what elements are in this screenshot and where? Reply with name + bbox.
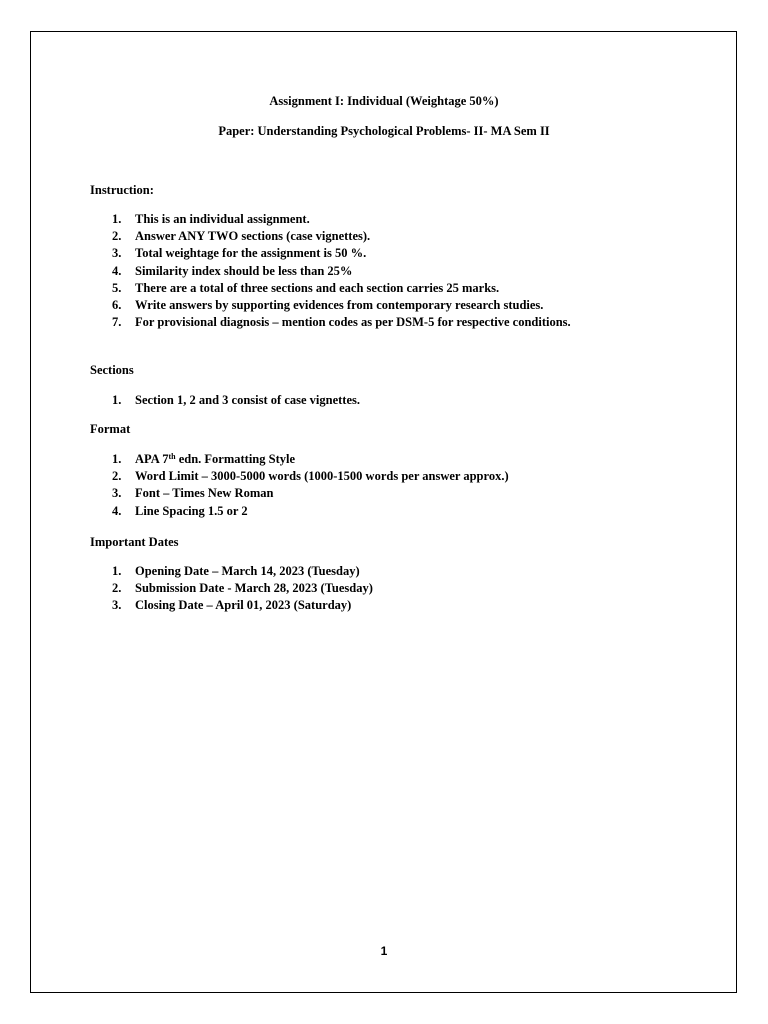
item-text: Word Limit – 3000-5000 words (1000-1500 words per answer approx.) [135, 469, 509, 484]
item-text: Opening Date – March 14, 2023 (Tuesday) [135, 564, 360, 578]
format-list [90, 451, 509, 520]
list-item [90, 211, 571, 228]
list-item [90, 563, 373, 580]
item-number: 1. [112, 212, 122, 226]
item-number: 2. [112, 229, 122, 244]
item-number: 3. [112, 486, 122, 501]
item-text: Closing Date – April 01, 2023 (Saturday) [135, 598, 352, 613]
paper-subtitle: Paper: Understanding Psychological Problems- II- MA Sem II [218, 124, 550, 138]
item-number: 6. [112, 297, 122, 312]
important-dates-heading: Important Dates [90, 535, 179, 549]
item-text-pre: APA 7 [135, 452, 169, 466]
item-text: Total weightage for the assignment is 50 %. [135, 246, 367, 261]
format-heading: Format [90, 422, 131, 436]
item-text: This is an individual assignment. [135, 212, 310, 226]
page-number: 1 [380, 944, 388, 958]
sections-list [90, 392, 360, 409]
item-text: Answer ANY TWO sections (case vignettes). [135, 229, 371, 244]
list-item [90, 392, 360, 409]
item-number: 3. [112, 598, 122, 613]
assignment-title: Assignment I: Individual (Weightage 50%) [269, 94, 499, 108]
item-number: 5. [112, 280, 122, 295]
item-text: Line Spacing 1.5 or 2 [135, 503, 248, 518]
instruction-list [90, 211, 571, 331]
item-text: Section 1, 2 and 3 consist of case vignettes. [135, 393, 360, 407]
item-number: 1. [112, 452, 122, 466]
item-number: 2. [112, 581, 122, 596]
item-text-post: edn. Formatting Style [175, 452, 296, 466]
item-text: Similarity index should be less than 25% [135, 263, 353, 278]
list-item [90, 468, 509, 485]
item-number: 4. [112, 263, 122, 278]
item-number: 1. [112, 393, 122, 407]
item-number: 1. [112, 564, 122, 578]
list-item [90, 597, 373, 614]
list-item [90, 297, 571, 314]
item-text: Font – Times New Roman [135, 486, 274, 501]
item-number: 7. [112, 315, 122, 330]
dates-list [90, 563, 373, 615]
list-item [90, 503, 509, 520]
list-item [90, 245, 571, 262]
list-item [90, 580, 373, 597]
list-item [90, 263, 571, 280]
item-text: There are a total of three sections and each section carries 25 marks. [135, 280, 500, 295]
item-number: 2. [112, 469, 122, 484]
instruction-heading: Instruction: [90, 183, 154, 197]
superscript: th [168, 452, 176, 461]
list-item [90, 280, 571, 297]
item-text: Write answers by supporting evidences from contemporary research studies. [135, 297, 544, 312]
item-text: For provisional diagnosis – mention codes as per DSM-5 for respective conditions. [135, 315, 571, 330]
list-item [90, 228, 571, 245]
item-text: Submission Date - March 28, 2023 (Tuesday) [135, 581, 373, 596]
list-item [90, 451, 509, 468]
list-item [90, 314, 571, 331]
item-number: 3. [112, 246, 122, 261]
item-number: 4. [112, 503, 122, 518]
list-item [90, 485, 509, 502]
item-text [135, 452, 295, 466]
sections-heading: Sections [90, 363, 134, 377]
